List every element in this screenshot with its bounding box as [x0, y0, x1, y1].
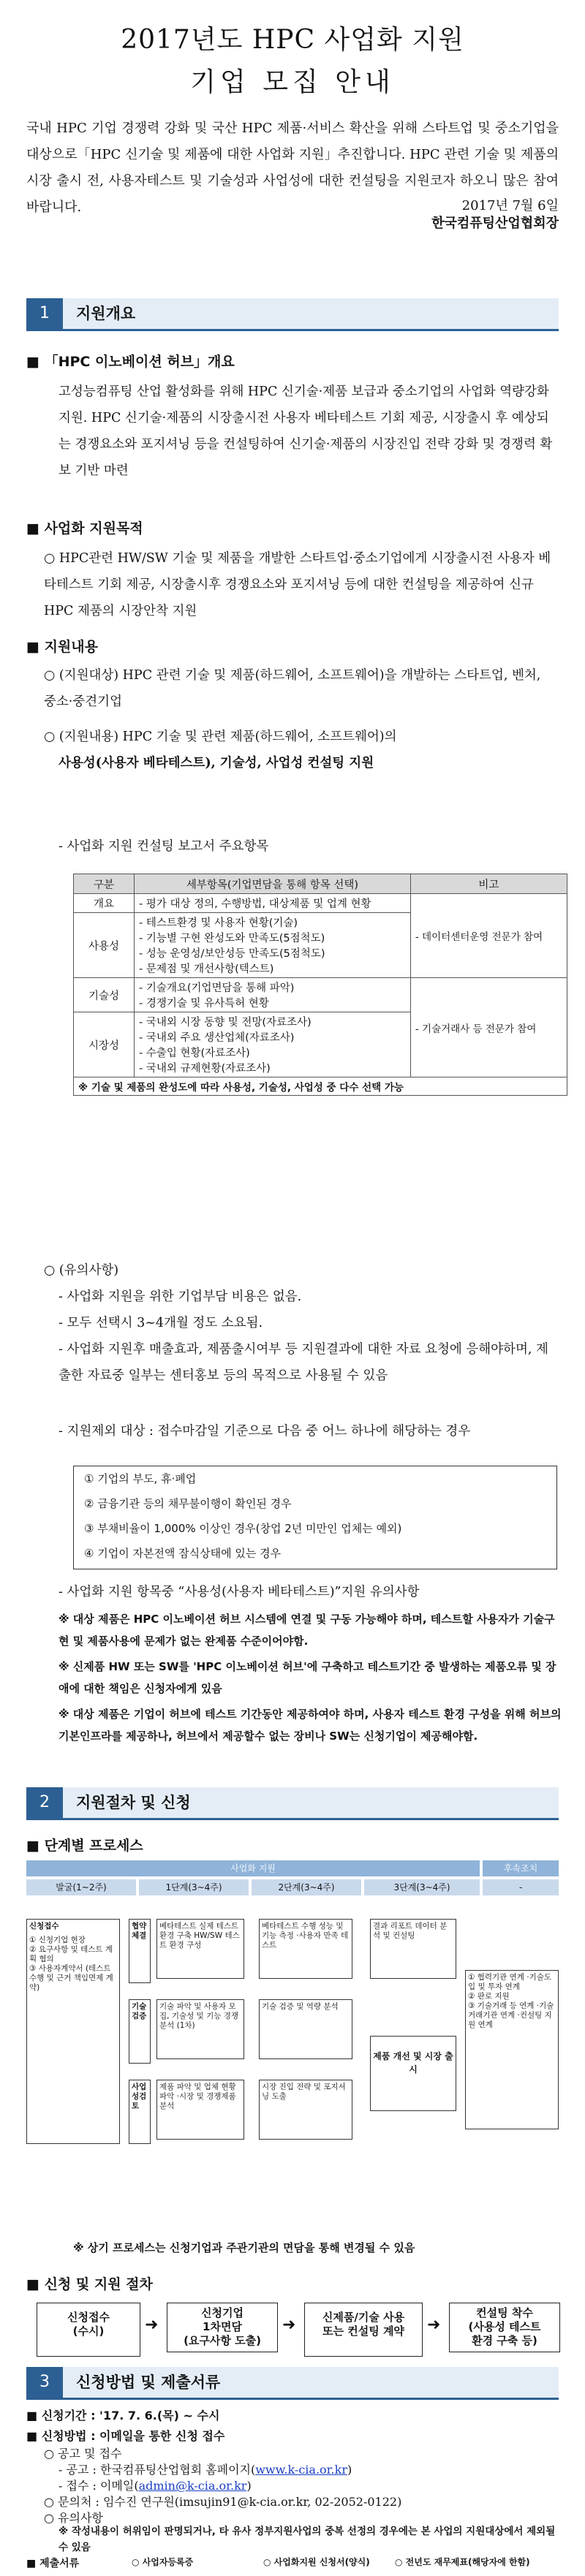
- row-item: - 국내외 주요 생산업체(자료조사): [139, 1032, 295, 1044]
- section-1-title: 지원개요: [76, 305, 136, 322]
- flow-step: 신제품/기술 사용 또는 컨설팅 계약: [304, 2303, 423, 2357]
- row-item: - 경쟁기술 및 유사특허 현황: [139, 998, 269, 1009]
- caution-data-request: - 사업화 지원후 매출효과, 제품출시여부 등 지원결과에 대한 자료 요청에 응해야하며, 제출한 자료중 일부는 센터홍보 등의 목적으로 사용될 수 있음: [58, 1342, 548, 1383]
- row-note: - 기술거래사 등 전문가 참여: [410, 978, 567, 1077]
- purpose-heading: ■ 사업화 지원목적: [26, 520, 143, 537]
- row-category: 기술성: [74, 978, 135, 1012]
- issue-date: 2017년 7월 6일: [461, 198, 559, 213]
- row-category: 사용성: [74, 913, 135, 978]
- process-note: ※ 상기 프로세스는 신청기업과 주관기관의 면담을 통해 변경될 수 있음: [73, 2241, 415, 2254]
- exclusion-item: ② 금융기관 등의 채무불이행이 확인된 경우: [84, 1497, 292, 1510]
- table-header: 구분: [74, 874, 135, 894]
- section-3-title: 신청방법 및 제출서류: [76, 2374, 221, 2391]
- content-support: ○ (지원내용) HPC 기술 및 관련 제품(하드웨어, 소프트웨어)의: [44, 730, 397, 744]
- process-diagram: [26, 1860, 559, 2211]
- doc-item: ○ 전년도 재무제표(해당자에 한함): [395, 2557, 530, 2567]
- caution-usability: - 사업화 지원 항목중 “사용성(사용자 베타테스트)”지원 유의사항: [58, 1585, 420, 1599]
- section-1-number: 1: [26, 298, 63, 329]
- hub-heading: ■ 「HPC 이노베이션 허브」개요: [26, 354, 235, 370]
- phase-1: 1단계(3~4주): [139, 1879, 249, 1895]
- docs-heading: ■ 제출서류: [26, 2558, 80, 2569]
- stage-label: 기술검증: [129, 1999, 151, 2064]
- flow-step: 신청기업 1차면담 (요구사항 도출): [167, 2303, 278, 2352]
- stage3-box: 결과 리포트 데이터 분석 및 컨설팅: [370, 1919, 456, 1979]
- flow-step: 컨설팅 착수 (사용성 테스트 환경 구축 등): [449, 2303, 560, 2352]
- notice-homepage-close: ): [347, 2463, 352, 2477]
- section-3-number: 3: [26, 2367, 63, 2398]
- row-item: - 테스트환경 및 사용자 현황(기술): [139, 917, 298, 929]
- row-item: - 기능별 구현 완성도와 만족도(5점척도): [139, 933, 325, 944]
- row-item: - 국내외 규제현황(자료조사): [139, 1063, 271, 1075]
- issuer: 한국컴퓨팅산업협회장: [431, 216, 559, 231]
- table-header-row: [74, 874, 567, 894]
- notice-heading: ○ 공고 및 접수: [44, 2447, 122, 2461]
- phase-support-header: 사업화 지원: [26, 1860, 480, 1876]
- homepage-link[interactable]: www.k-cia.or.kr: [255, 2463, 347, 2477]
- row-category: 개요: [74, 894, 135, 913]
- usability-note: ※ 대상 제품은 HPC 이노베이션 허브 시스템에 연결 및 구동 가능해야 하며, 테스트할 사용자가 기술구현 및 제품사용에 문제가 없는 완제품 수준이어야함.: [58, 1613, 555, 1648]
- report-title: - 사업화 지원 컨설팅 보고서 주요항목: [58, 839, 269, 854]
- exclusion-item: ④ 기업이 자본전액 잠식상태에 있는 경우: [84, 1547, 282, 1560]
- stage-label: 협약체결: [129, 1919, 151, 1983]
- row-items: [135, 1012, 411, 1077]
- row-items: [135, 913, 411, 978]
- release-box: 제품 개선 및 시장 출시: [370, 2036, 456, 2111]
- usability-note: ※ 대상 제품은 기업이 허브에 테스트 기간동안 제공하여야 하며, 사용자 테스트 환경 구성을 위해 허브의 기본인프라를 제공하나, 허브에서 제공할수 없는 장비나 SW는 신청기업이 제공해야함.: [58, 1708, 562, 1743]
- table-header: 세부항목(기업면담을 통해 항목 선택): [135, 874, 411, 894]
- caution-heading: ○ (유의사항): [44, 1263, 119, 1278]
- contact: ○ 문의처 : 임수진 연구원(imsujin91@k-cia.or.kr, 02-2052-0122): [44, 2495, 402, 2509]
- row-item: - 국내외 시장 동향 및 전망(자료조사): [139, 1017, 312, 1028]
- application-method: ■ 신청방법 : 이메일을 통한 신청 접수: [26, 2429, 225, 2443]
- stage1-box: 베타테스트 실제 테스트 환경 구축 HW/SW 테스트 환경 구성: [156, 1919, 244, 1979]
- row-item: - 수출입 현황(자료조사): [139, 1048, 250, 1059]
- email-link[interactable]: admin@k-cia.or.kr: [138, 2479, 247, 2493]
- notice-homepage-label: - 공고 : 한국컴퓨팅산업협회 홈페이지(: [58, 2463, 256, 2477]
- stage2-box: 베타테스트 수행 성능 및 기능 측정 ·사용자 만족 테스트: [259, 1919, 352, 1979]
- doc-item: ○ 사업화지원 신청서(양식): [263, 2557, 370, 2567]
- stage2-box: 기술 검증 및 역량 분석: [259, 1999, 352, 2059]
- intro-paragraph: 국내 HPC 기업 경쟁력 강화 및 국산 HPC 제품·서비스 확산을 위해 스타트업 및 중소기업을 대상으로「HPC 신기술 및 제품에 대한 사업화 지원」추진합니다. HPC 관련 기술 및 제품의 시장 출시 전, 사용자테스트 및 기술성과 사업성에 대한 컨설팅을 지원코자 하오니 많은 참여바랍니다.: [26, 121, 559, 215]
- hub-text: 고성능컴퓨팅 산업 활성화를 위해 HPC 신기술·제품 보급과 중소기업의 사업화 역량강화 지원. HPC 신기술·제품의 시장출시전 사용자 베타테스트 기회 제공, 시장출시 후 예상되는 경쟁요소와 포지셔닝 등을 컨설팅하여 신기술·제품의 시장진입 전략 강화 및 경쟁력 확보 기반 마련: [58, 384, 553, 478]
- stage1-box: 제품 파악 및 업체 현황 파악 ·시장 및 경쟁제품 분석: [156, 2080, 244, 2140]
- caution-cost: - 사업화 지원을 위한 기업부담 비용은 없음.: [58, 1289, 302, 1304]
- phase-follow-header: 후속조치: [483, 1860, 559, 1876]
- flow-step: 신청접수 (수시): [37, 2303, 140, 2357]
- doc-item: ○ 사업자등록증: [132, 2557, 194, 2567]
- report-items-table: [73, 874, 567, 1096]
- row-item: - 기술개요(기업면담을 통해 파악): [139, 982, 295, 994]
- row-note: - 데이터센터운영 전문가 참여: [410, 894, 567, 978]
- stage2-box: 시장 진입 전략 및 포지셔닝 도출: [259, 2080, 352, 2140]
- application-period: ■ 신청기간 : '17. 7. 6.(목) ~ 수시: [26, 2409, 220, 2422]
- stage-label: 사업성검토: [129, 2080, 151, 2144]
- notice-email-close: ): [246, 2479, 252, 2493]
- phase-3: 3단계(3~4주): [364, 1879, 480, 1895]
- issue-date-block: [431, 197, 559, 232]
- section-2-number: 2: [26, 1787, 63, 1818]
- caution-heading-3: ○ 유의사항: [44, 2511, 103, 2525]
- section-2-title: 지원절차 및 신청: [76, 1794, 191, 1811]
- arrow-icon: ➜: [427, 2316, 441, 2334]
- phase-2: 2단계(3~4주): [252, 1879, 361, 1895]
- page-subtitle: 기업 모집 안내: [190, 67, 395, 97]
- caution-exclusion: - 지원제외 대상 : 접수마감일 기준으로 다음 중 어느 하나에 해당하는 경우: [58, 1424, 471, 1439]
- phase-4: -: [483, 1879, 559, 1895]
- intake-box: [26, 1919, 120, 2144]
- phase-0: 발굴(1~2주): [26, 1879, 136, 1895]
- intake-title: 신청접수: [29, 1922, 59, 1931]
- exclusion-box: [73, 1466, 557, 1569]
- usability-note: ※ 신제품 HW 또는 SW를 'HPC 이노베이션 허브'에 구축하고 테스트기간 중 발생하는 제품오류 및 장애에 대한 책임은 신청자에게 있음: [58, 1660, 556, 1695]
- notice-email-label: - 접수 : 이메일(: [58, 2479, 139, 2493]
- intake-items: ① 신청기업 현장 ② 요구사항 및 테스트 계획 협의 ③ 사용자계약서 (테스트 수행 및 근거 책임면제 계약): [29, 1936, 113, 1992]
- table-footnote: ※ 기술 및 제품의 완성도에 따라 사용성, 기술성, 사업성 중 다수 선택 가능: [74, 1077, 567, 1096]
- purpose-text: ○ HPC관련 HW/SW 기술 및 제품을 개발한 스타트업·중소기업에게 시장출시전 사용자 베타테스트 기회 제공, 시장출시후 경쟁요소와 포지셔닝 등에 대한 컨설팅을 제공하여 신규 HPC 제품의 시장안착 지원: [44, 551, 551, 618]
- row-items: [135, 978, 411, 1012]
- caution-duration: - 모두 선택시 3~4개월 정도 소요됨.: [58, 1316, 263, 1330]
- content-heading: ■ 지원내용: [26, 639, 98, 655]
- row-items: [135, 894, 411, 913]
- process-heading: ■ 단계별 프로세스: [26, 1838, 143, 1854]
- arrow-icon: ➜: [282, 2316, 296, 2334]
- table-footnote-row: [74, 1077, 567, 1096]
- table-row: [74, 894, 567, 913]
- row-item: - 성능 운영성/보안성등 만족도(5점척도): [139, 948, 325, 960]
- content-target: ○ (지원대상) HPC 관련 기술 및 제품(하드웨어, 소프트웨어)을 개발하는 스타트업, 벤처, 중소·중견기업: [44, 668, 541, 709]
- flow-heading: ■ 신청 및 지원 절차: [26, 2276, 153, 2292]
- caution-note: ※ 작성내용이 허위임이 판명되거나, 타 유사 정부지원사업의 중복 선정의 경우에는 본 사업의 지원대상에서 제외될수 있음: [58, 2526, 556, 2553]
- exclusion-item: ① 기업의 부도, 휴·폐업: [84, 1472, 197, 1485]
- content-support-detail: 사용성(사용자 베타테스트), 기술성, 사업성 컨설팅 지원: [58, 756, 374, 770]
- exclusion-item: ③ 부채비율이 1,000% 이상인 경우(창업 2년 미만인 업체는 예외): [84, 1522, 402, 1535]
- row-item: - 문제점 및 개선사항(텍스트): [139, 963, 274, 975]
- stage1-box: 기술 파악 및 사용자 모집, 기술성 및 기능 경쟁분석 (1차): [156, 1999, 244, 2059]
- row-item: - 평가 대상 정의, 수행방법, 대상제품 및 업계 현황: [139, 898, 371, 910]
- follow-up-box: ① 협력기관 연계 ·기술도입 및 투자 연계 ② 판로 지원 ③ 기술거래 등 연계 ·기술거래기관 연계 ·컨설팅 지원 연계: [465, 1970, 559, 2129]
- row-category: 시장성: [74, 1012, 135, 1077]
- table-header: 비고: [410, 874, 567, 894]
- table-row: [74, 978, 567, 1012]
- arrow-icon: ➜: [145, 2316, 159, 2334]
- page-title: 2017년도 HPC 사업화 지원: [121, 25, 464, 55]
